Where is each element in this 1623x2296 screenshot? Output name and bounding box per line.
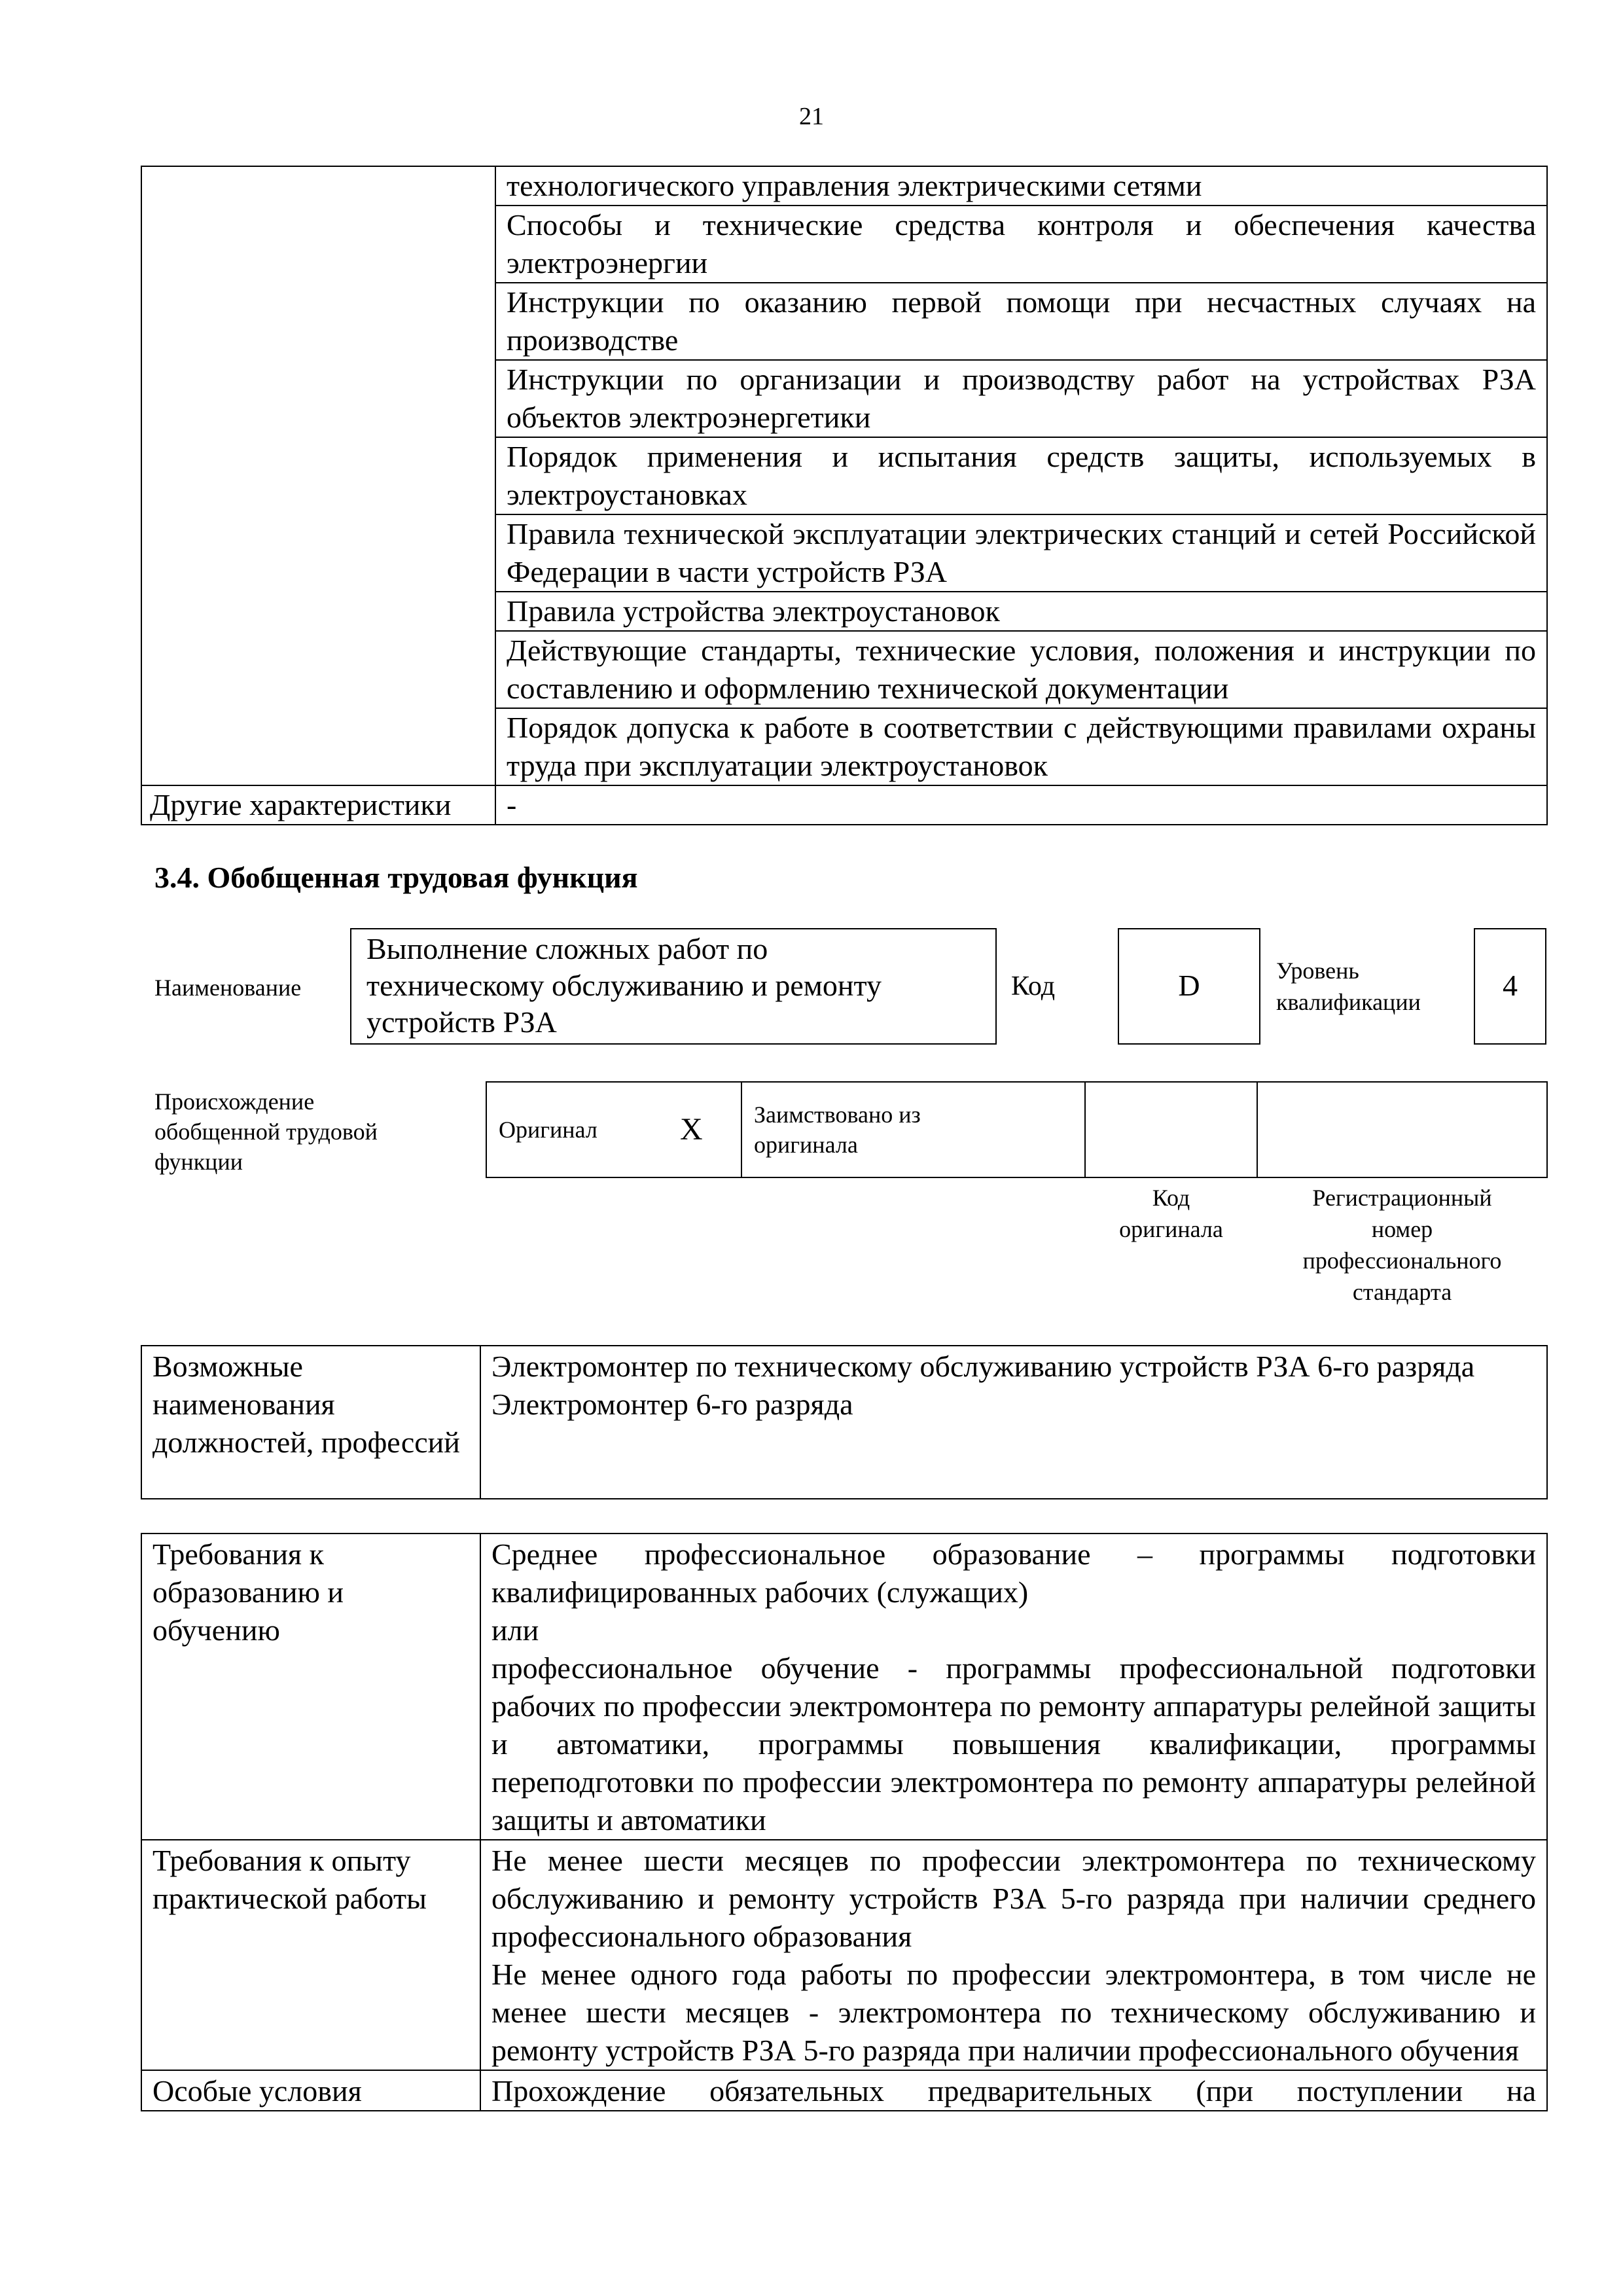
registration-caption-line-1: Регистрационный	[1312, 1185, 1492, 1211]
experience-paragraph: Не менее одного года работы по профессии электромонтера, в том числе не менее шести месяцев - электромонтера по техническому обслуживанию и ремонту устройств РЗА 5-го разряда при наличии профессионального обучения	[491, 1958, 1536, 2067]
special-conditions-value: Прохождение обязательных предварительных (при поступлении на	[480, 2070, 1547, 2111]
code-value: D	[1178, 969, 1200, 1002]
knowledge-item: Правила устройства электроустановок	[495, 592, 1547, 631]
knowledge-item: Инструкции по организации и производству работ на устройствах РЗА объектов электроэнергетики	[495, 360, 1547, 437]
borrowed-label	[741, 1082, 1085, 1177]
section-heading: 3.4. Обобщенная трудовая функция	[154, 861, 638, 894]
other-characteristics-value: -	[495, 785, 1547, 825]
borrowed-label-line-2: оригинала	[754, 1132, 858, 1158]
knowledge-item: Действующие стандарты, технические условия, положения и инструкции по составлению и оформлению технической документации	[495, 631, 1547, 708]
name-value: Выполнение сложных работ по техническому обслуживанию и ремонту устройств РЗА	[366, 932, 882, 1039]
knowledge-item: Порядок допуска к работе в соответствии с действующими правилами охраны труда при эксплуатации электроустановок	[495, 708, 1547, 785]
experience-label: Требования к опыту практической работы	[141, 1840, 480, 2070]
knowledge-item: Правила технической эксплуатации электрических станций и сетей Российской Федерации в части устройств РЗА	[495, 514, 1547, 592]
registration-caption-line-3: профессионального	[1302, 1247, 1502, 1274]
level-label-line-1: Уровень	[1276, 958, 1359, 984]
page-number: 21	[799, 103, 824, 130]
knowledge-item: Порядок применения и испытания средств защиты, используемых в электроустановках	[495, 437, 1547, 514]
education-paragraph: профессиональное обучение - программы профессиональной подготовки рабочих по профессии электромонтера по ремонту аппаратуры релейной защиты и автоматики, программы повышения квалификации, программы переподготовки по профессии электромонтера по ремонту аппаратуры релейной защиты и автоматики	[491, 1651, 1536, 1837]
education-paragraph: или	[491, 1613, 539, 1647]
registration-caption	[1257, 1182, 1547, 1308]
knowledge-table	[141, 166, 1548, 825]
registration-caption-line-4: стандарта	[1352, 1279, 1452, 1305]
registration-number-cell	[1257, 1082, 1547, 1177]
origin-table	[486, 1081, 1548, 1178]
education-paragraph: Среднее профессиональное образование – программы подготовки квалифицированных рабочих (служащих)	[491, 1537, 1536, 1609]
special-conditions-label: Особые условия	[141, 2070, 480, 2111]
level-label-line-2: квалификации	[1276, 989, 1421, 1015]
origin-label-line-3: функции	[154, 1149, 243, 1175]
knowledge-item: Способы и технические средства контроля и обеспечения качества электроэнергии	[495, 206, 1547, 283]
experience-value	[480, 1840, 1547, 2070]
other-characteristics-label: Другие характеристики	[141, 785, 495, 825]
positions-label: Возможные наименования должностей, профессий	[141, 1346, 480, 1499]
level-value: 4	[1503, 969, 1518, 1002]
registration-caption-line-2: номер	[1371, 1216, 1433, 1242]
code-caption-line-2: оригинала	[1119, 1216, 1223, 1242]
original-label: Оригинал	[486, 1082, 668, 1177]
requirements-table	[141, 1533, 1548, 2111]
code-caption	[1085, 1182, 1257, 1245]
position-item: Электромонтер 6-го разряда	[491, 1388, 853, 1421]
knowledge-item: Инструкции по оказанию первой помощи при несчастных случаях на производстве	[495, 283, 1547, 360]
borrowed-label-line-1: Заимствовано из	[754, 1102, 921, 1128]
code-caption-line-1: Код	[1152, 1185, 1190, 1211]
position-item: Электромонтер по техническому обслуживанию устройств РЗА 6-го разряда	[491, 1350, 1475, 1383]
positions-value	[480, 1346, 1547, 1499]
education-label: Требования к образованию и обучению	[141, 1534, 480, 1840]
code-label: Код	[1011, 971, 1056, 1001]
positions-table	[141, 1345, 1548, 1499]
knowledge-label-cell	[141, 166, 495, 785]
knowledge-item: технологического управления электрическими сетями	[495, 166, 1547, 206]
education-value	[480, 1534, 1547, 1840]
origin-label-line-2: обобщенной трудовой	[154, 1119, 378, 1145]
origin-label-line-1: Происхождение	[154, 1088, 315, 1115]
name-label: Наименование	[154, 975, 302, 1001]
original-code-cell	[1085, 1082, 1257, 1177]
original-mark: X	[668, 1082, 741, 1177]
experience-paragraph: Не менее шести месяцев по профессии электромонтера по техническому обслуживанию и ремонту устройств РЗА 5-го разряда при наличии среднего профессионального образования	[491, 1844, 1536, 1953]
